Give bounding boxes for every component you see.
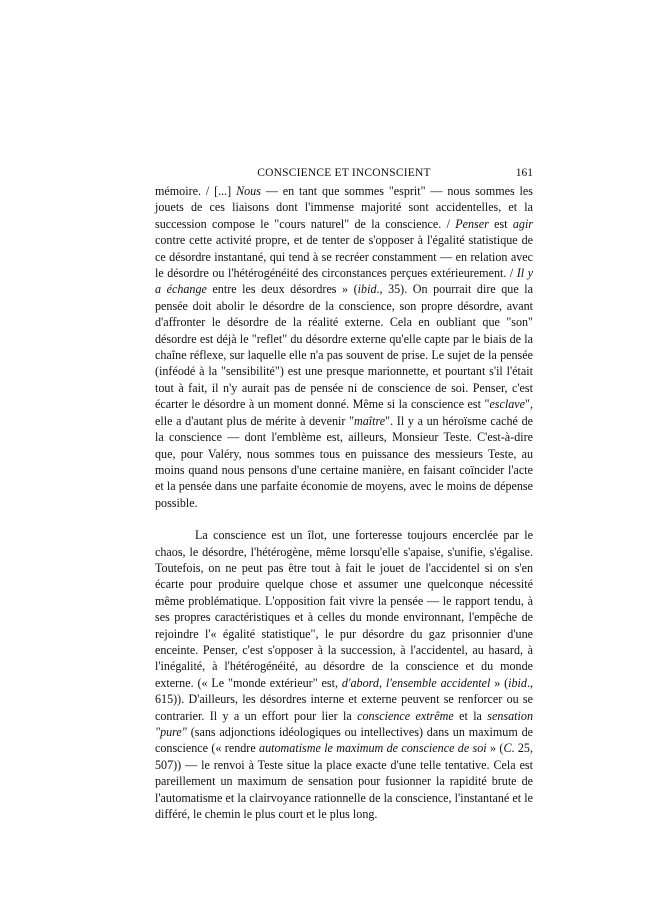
text-run: . 25, 507)) — le renvoi à Teste situe la place exacte d'une telle tentative. Cela est pareillement un maximum de sensation pour fusionner la rapidité brute de l'automatisme et la clairvoyance rationnelle de la conscience, l'instantané et le différé, le chemin le plus court et le plus long.: [155, 741, 533, 822]
text-run: » (: [486, 741, 504, 756]
page-number: 161: [515, 167, 533, 179]
italic-text-run: d'abord: [341, 675, 379, 690]
text-run: contre cette activité propre, et de tenter de s'opposer à l'égalité statistique de ce désordre instantané, qui tend à se recréer constamment — en relation avec le désordre ou l'hétérogénéité des circonstances perçues extérieurement. /: [155, 233, 533, 281]
text-run: ,: [378, 675, 386, 690]
running-header: [155, 165, 533, 181]
italic-text-run: ibid: [508, 675, 527, 690]
text-run: est: [488, 216, 513, 231]
text-run: (sans adjonctions idéologiques ou intellectives) dans un maximum de conscience (« rendre: [155, 725, 533, 756]
text-run: ., 35). On pourrait dire que la pensée doit abolir le désordre de la conscience, son propre désordre, avant d'affronter le désordre de la réalité externe. Cela en oubliant que "son" désordre est déjà le "reflet" du désordre externe qu'elle capte par le biais de la chaîne réflexe, sur laquelle elle n'a pas souvent de prise. Le sujet de la pensée (inféodé à la "sensibilité") est une presque marionnette, et pourtant s'il l'était tout à fait, il n'y aurait pas de pensée ni de conscience de soi. Penser, c'est écarter le désordre à un moment donné. Même si la conscience est ": [155, 282, 533, 412]
text-run: La conscience est un îlot, une forteresse toujours encerclée par le chaos, le désordre, l'hétérogène, même lorsqu'elle s'apaise, s'unifie, s'égalise. Toutefois, on ne peut pas être tout à fait le jouet de l'accidentel si on s'en écarte pour produire quelque chose et assumer une quelconque nécessité même problématique. L'opposition fait vivre la pensée — le rapport tendu, à ses propres caractéristiques et à celles du monde environnant, l'empêche de rejoindre l'« égalité statistique", le pur désordre du gaz prisonnier d'une enceinte. Penser, c'est s'opposer à la succession, à l'accidentel, au hasard, à l'inégalité, à l'hétérogénéité, au désordre de la conscience et du monde externe. (« Le "monde extérieur" est,: [155, 528, 533, 690]
italic-text-run: ibid: [357, 282, 377, 297]
running-title: CONSCIENCE ET INCONSCIENT: [257, 167, 431, 179]
italic-text-run: agir: [512, 216, 534, 231]
italic-text-run: Il y a échange: [155, 266, 533, 297]
text-run: et la: [453, 708, 488, 723]
text-run: entre les deux désordres » (: [206, 282, 358, 297]
text-run: ., 615)). D'ailleurs, les désordres interne et externe peuvent se renforcer ou se contrarier. Il y a un effort pour lier la: [155, 675, 534, 723]
italic-text-run: conscience extrême: [357, 708, 454, 723]
text-run: ". Il y a un héroïsme caché de la conscience — dont l'emblème est, ailleurs, Monsieur Teste. C'est-à-dire que, pour Valéry, nous sommes tous en puissance des messieurs Teste, au moins quand nous pensons d'une certaine manière, en faisant coïncider l'acte et la pensée dans une parfaite économie de moyens, avec le moins de dépense possible.: [155, 413, 533, 510]
italic-text-run: automatisme le maximum de conscience de soi: [259, 741, 487, 756]
italic-text-run: l'ensemble accidentel: [385, 675, 491, 690]
italic-text-run: sensation "pure": [155, 708, 533, 739]
text-run: — en tant que sommes "esprit" — nous sommes les jouets de ces liaisons dont l'immense majorité sont accidentelles, et la succession compose le "cours naturel" de la conscience. /: [155, 184, 533, 231]
italic-text-run: Penser: [455, 216, 489, 231]
italic-text-run: maître: [354, 413, 386, 428]
paragraph-2: [155, 527, 533, 822]
italic-text-run: C: [503, 741, 512, 756]
italic-text-run: Nous: [236, 184, 261, 198]
text-run: mémoire. / [...]: [155, 184, 237, 198]
body-text: [155, 183, 533, 822]
text-run: » (: [490, 675, 509, 690]
text-run: ", elle a d'autant plus de mérite à devenir ": [155, 397, 533, 428]
italic-text-run: esclave: [489, 397, 526, 412]
paragraph-1: [155, 183, 533, 511]
